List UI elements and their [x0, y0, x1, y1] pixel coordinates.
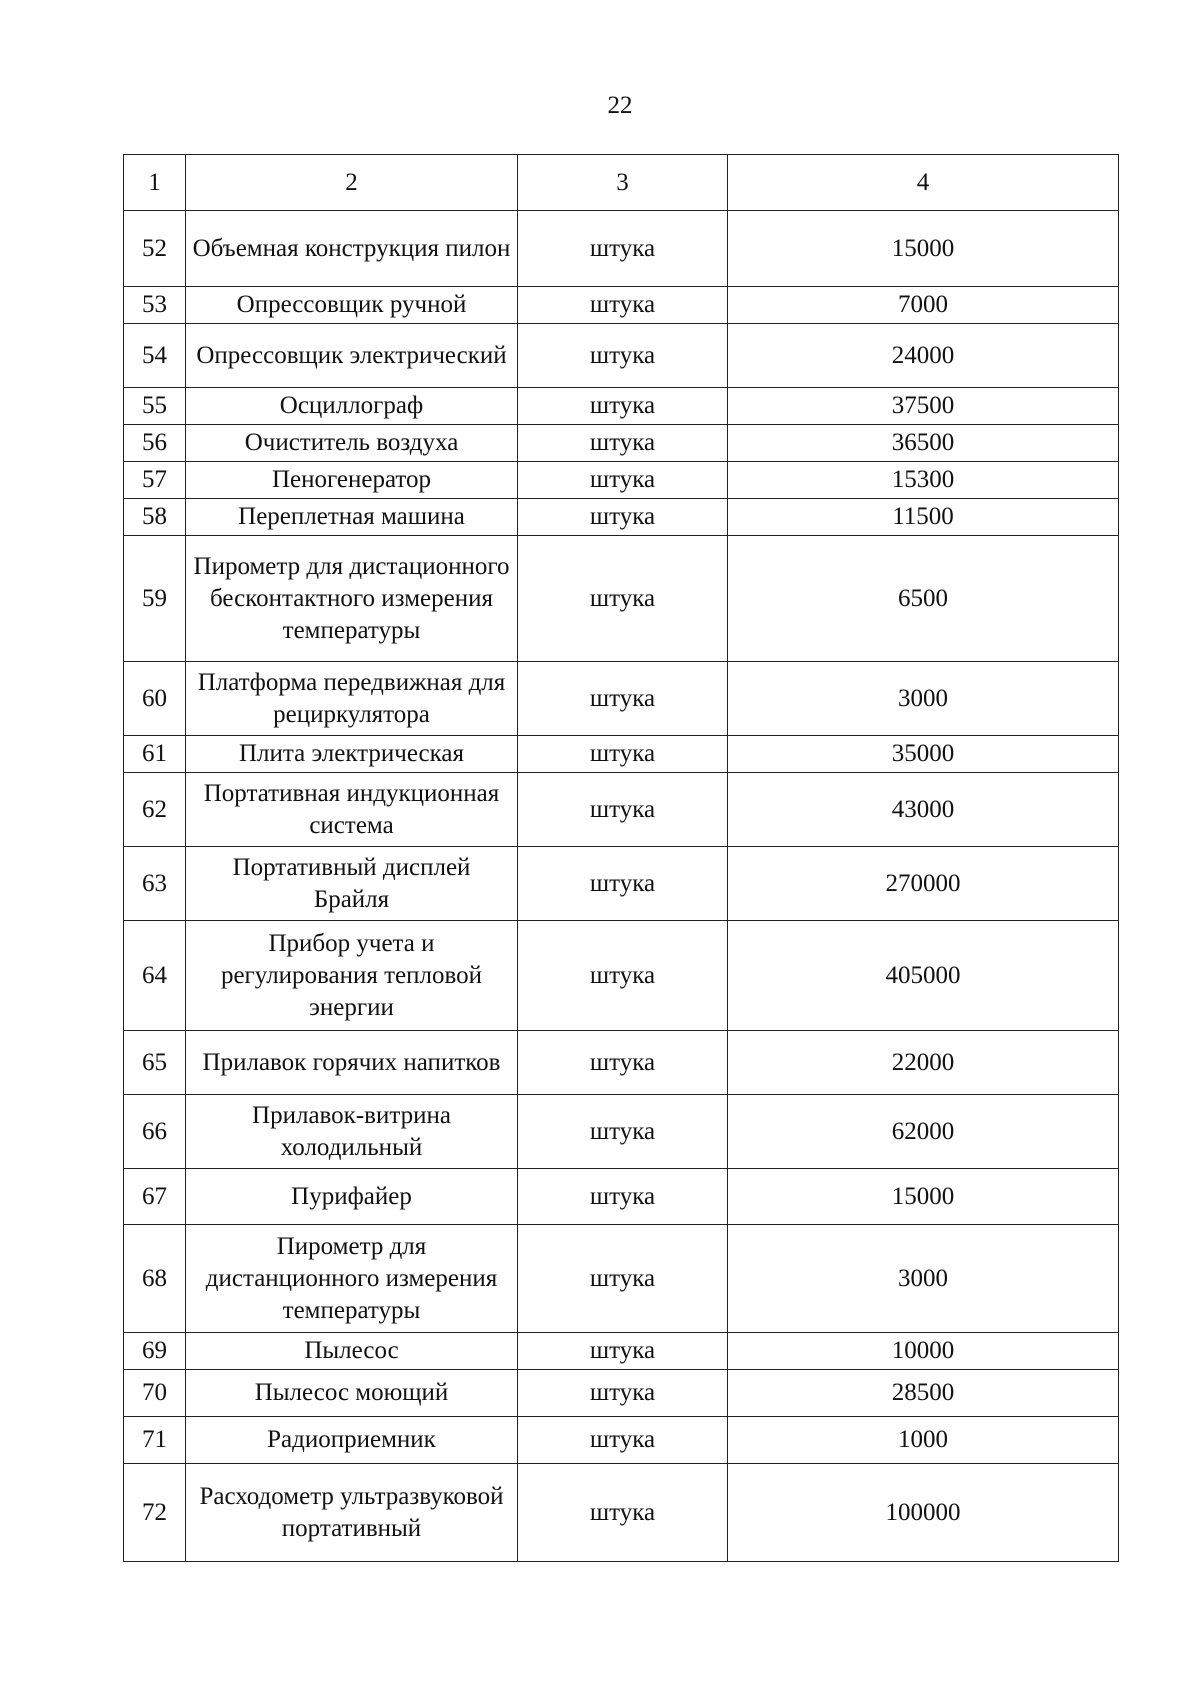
unit-cell: штука — [518, 462, 728, 499]
quantity-cell: 100000 — [728, 1464, 1119, 1562]
quantity-cell: 6500 — [728, 536, 1119, 662]
quantity-cell: 7000 — [728, 287, 1119, 324]
unit-cell: штука — [518, 287, 728, 324]
row-number-cell: 53 — [124, 287, 186, 324]
table-row — [124, 1169, 1119, 1225]
unit-cell: штука — [518, 1464, 728, 1562]
quantity-cell: 37500 — [728, 388, 1119, 425]
row-number-cell: 62 — [124, 773, 186, 847]
row-number-cell: 66 — [124, 1095, 186, 1169]
row-number-cell: 69 — [124, 1333, 186, 1370]
row-number-cell: 67 — [124, 1169, 186, 1225]
row-number-cell: 68 — [124, 1225, 186, 1333]
quantity-cell: 36500 — [728, 425, 1119, 462]
row-number-cell: 57 — [124, 462, 186, 499]
row-number-cell: 60 — [124, 662, 186, 736]
unit-cell: штука — [518, 536, 728, 662]
item-name-cell: Объемная конструкция пилон — [186, 211, 518, 287]
row-number-cell: 65 — [124, 1031, 186, 1095]
quantity-cell: 3000 — [728, 662, 1119, 736]
item-name-cell: Пылесос — [186, 1333, 518, 1370]
row-number-cell: 61 — [124, 736, 186, 773]
row-number-cell: 59 — [124, 536, 186, 662]
unit-cell: штука — [518, 1095, 728, 1169]
quantity-cell: 270000 — [728, 847, 1119, 921]
table-row — [124, 499, 1119, 536]
item-name-cell: Портативный дисплей Брайля — [186, 847, 518, 921]
quantity-cell: 43000 — [728, 773, 1119, 847]
item-name-cell: Прибор учета и регулирования тепловой энергии — [186, 921, 518, 1031]
unit-cell: штука — [518, 847, 728, 921]
row-number-cell: 72 — [124, 1464, 186, 1562]
header-cell-4: 4 — [728, 155, 1119, 211]
item-name-cell: Портативная индукционная система — [186, 773, 518, 847]
item-name-cell: Опрессовщик ручной — [186, 287, 518, 324]
table-row — [124, 425, 1119, 462]
item-name-cell: Пирометр для дистационного бесконтактного измерения температуры — [186, 536, 518, 662]
row-number-cell: 63 — [124, 847, 186, 921]
quantity-cell: 1000 — [728, 1417, 1119, 1464]
item-name-cell: Пурифайер — [186, 1169, 518, 1225]
row-number-cell: 54 — [124, 324, 186, 388]
item-name-cell: Пылесос моющий — [186, 1370, 518, 1417]
item-name-cell: Платформа передвижная для рециркулятора — [186, 662, 518, 736]
row-number-cell: 71 — [124, 1417, 186, 1464]
table-row — [124, 324, 1119, 388]
unit-cell: штука — [518, 499, 728, 536]
quantity-cell: 15000 — [728, 211, 1119, 287]
item-name-cell: Очиститель воздуха — [186, 425, 518, 462]
table-row — [124, 1417, 1119, 1464]
table-row — [124, 287, 1119, 324]
item-name-cell: Прилавок горячих напитков — [186, 1031, 518, 1095]
row-number-cell: 56 — [124, 425, 186, 462]
unit-cell: штука — [518, 324, 728, 388]
item-name-cell: Пеногенератор — [186, 462, 518, 499]
quantity-cell: 3000 — [728, 1225, 1119, 1333]
unit-cell: штука — [518, 1370, 728, 1417]
quantity-cell: 24000 — [728, 324, 1119, 388]
table-row — [124, 536, 1119, 662]
quantity-cell: 35000 — [728, 736, 1119, 773]
item-name-cell: Прилавок-витрина холодильный — [186, 1095, 518, 1169]
unit-cell: штука — [518, 736, 728, 773]
table-row — [124, 773, 1119, 847]
row-number-cell: 55 — [124, 388, 186, 425]
page-number: 22 — [607, 92, 633, 119]
table-row — [124, 388, 1119, 425]
equipment-table — [123, 154, 1119, 1562]
unit-cell: штука — [518, 773, 728, 847]
item-name-cell: Осциллограф — [186, 388, 518, 425]
unit-cell: штука — [518, 1031, 728, 1095]
unit-cell: штука — [518, 388, 728, 425]
item-name-cell: Радиоприемник — [186, 1417, 518, 1464]
quantity-cell: 10000 — [728, 1333, 1119, 1370]
unit-cell: штука — [518, 211, 728, 287]
unit-cell: штука — [518, 425, 728, 462]
unit-cell: штука — [518, 1225, 728, 1333]
row-number-cell: 64 — [124, 921, 186, 1031]
quantity-cell: 11500 — [728, 499, 1119, 536]
table-row — [124, 1225, 1119, 1333]
table-row — [124, 736, 1119, 773]
quantity-cell: 22000 — [728, 1031, 1119, 1095]
unit-cell: штука — [518, 662, 728, 736]
row-number-cell: 58 — [124, 499, 186, 536]
table-row — [124, 847, 1119, 921]
item-name-cell: Пирометр для дистанционного измерения температуры — [186, 1225, 518, 1333]
item-name-cell: Переплетная машина — [186, 499, 518, 536]
table-row — [124, 921, 1119, 1031]
quantity-cell: 28500 — [728, 1370, 1119, 1417]
unit-cell: штука — [518, 1417, 728, 1464]
row-number-cell: 52 — [124, 211, 186, 287]
item-name-cell: Расходометр ультразвуковой портативный — [186, 1464, 518, 1562]
table-row — [124, 1095, 1119, 1169]
item-name-cell: Плита электрическая — [186, 736, 518, 773]
header-cell-2: 2 — [186, 155, 518, 211]
row-number-cell: 70 — [124, 1370, 186, 1417]
table-row — [124, 1031, 1119, 1095]
quantity-cell: 62000 — [728, 1095, 1119, 1169]
header-cell-3: 3 — [518, 155, 728, 211]
table-header-row — [124, 155, 1119, 211]
table-row — [124, 662, 1119, 736]
quantity-cell: 405000 — [728, 921, 1119, 1031]
table-row — [124, 462, 1119, 499]
unit-cell: штука — [518, 1333, 728, 1370]
table-row — [124, 211, 1119, 287]
quantity-cell: 15000 — [728, 1169, 1119, 1225]
table-row — [124, 1370, 1119, 1417]
table-row — [124, 1464, 1119, 1562]
table-row — [124, 1333, 1119, 1370]
header-cell-1: 1 — [124, 155, 186, 211]
item-name-cell: Опрессовщик электрический — [186, 324, 518, 388]
unit-cell: штука — [518, 1169, 728, 1225]
quantity-cell: 15300 — [728, 462, 1119, 499]
unit-cell: штука — [518, 921, 728, 1031]
